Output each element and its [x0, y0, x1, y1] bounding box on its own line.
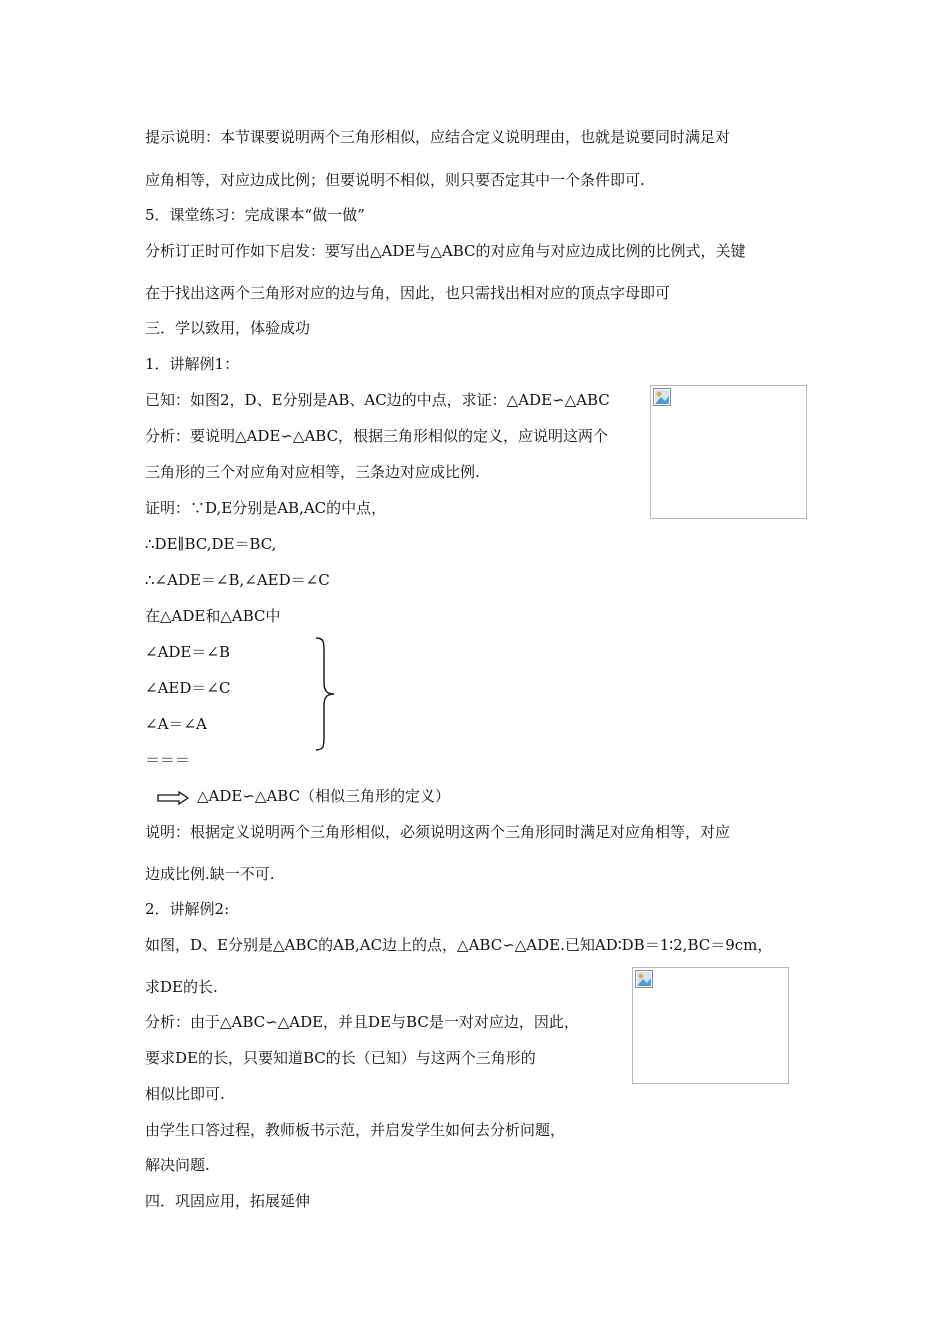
- section-heading-4: 四．巩固应用，拓展延伸: [145, 1192, 311, 1210]
- proof-line-4: 在△ADE和△ABC中: [145, 607, 281, 625]
- text-line-analysis-1: 分析订正时可作如下启发：要写出△ADE与△ABC的对应角与对应边成比例的比例式，关键: [145, 242, 746, 260]
- section-heading-3: 三．学以致用，体验成功: [145, 319, 311, 337]
- proof-line-1: 证明：∵D,E分别是AB,AC的中点，: [145, 499, 387, 517]
- proof-angle-1: ∠ADE＝∠B: [145, 643, 230, 661]
- note-line-2: 边成比例.缺一不可.: [145, 865, 275, 883]
- text-line-hint-1: 提示说明：本节课要说明两个三角形相似，应结合定义说明理由，也就是说要同时满足对: [145, 128, 731, 146]
- example-2-analysis-2: 要求DE的长，只要知道BC的长（已知）与这两个三角形的: [145, 1049, 536, 1067]
- example-1-heading: 1．讲解例1：: [145, 355, 240, 373]
- figure-2-image: [650, 385, 807, 519]
- example-1-analysis-2: 三角形的三个对应角对应相等，三条边对应成比例.: [145, 463, 480, 481]
- proof-conclusion: △ADE∽△ABC（相似三角形的定义）: [197, 787, 451, 805]
- text-line-analysis-2: 在于找出这两个三角形对应的边与角，因此，也只需找出相对应的顶点字母即可: [145, 284, 671, 302]
- example-2-teaching-2: 解决问题.: [145, 1156, 210, 1174]
- right-brace-icon: [314, 636, 336, 752]
- text-line-hint-2: 应角相等，对应边成比例；但要说明不相似，则只要否定其中一个条件即可.: [145, 171, 645, 189]
- example-1-analysis-1: 分析：要说明△ADE∽△ABC，根据三角形相似的定义，应说明这两个: [145, 427, 609, 445]
- double-arrow-right-icon: [157, 791, 189, 805]
- proof-angle-3: ∠A＝∠A: [145, 715, 207, 733]
- example-2-heading: 2．讲解例2:: [145, 900, 230, 918]
- example-2-problem-2: 求DE的长.: [145, 978, 218, 996]
- example-2-problem-1: 如图，D、E分别是△ABC的AB,AC边上的点，△ABC∽△ADE.已知AD∶DB＝1∶2,BC＝9cm，: [145, 936, 773, 954]
- example-2-teaching-1: 由学生口答过程，教师板书示范，并启发学生如何去分析问题，: [145, 1121, 566, 1139]
- figure-example-2-image: [632, 967, 789, 1084]
- broken-image-icon: [653, 388, 671, 406]
- proof-equals: ＝＝＝: [145, 751, 191, 769]
- proof-line-3: ∴∠ADE＝∠B,∠AED＝∠C: [145, 571, 330, 589]
- example-2-analysis-1: 分析：由于△ABC∽△ADE，并且DE与BC是一对对应边，因此，: [145, 1013, 579, 1031]
- proof-angle-2: ∠AED＝∠C: [145, 679, 231, 697]
- note-line-1: 说明：根据定义说明两个三角形相似，必须说明这两个三角形同时满足对应角相等，对应: [145, 823, 731, 841]
- text-line-practice: 5．课堂练习：完成课本“做一做”: [145, 206, 365, 224]
- example-1-given: 已知：如图2，D、E分别是AB、AC边的中点，求证：△ADE∽△ABC: [145, 391, 610, 409]
- proof-line-2: ∴DE∥BC,DE＝BC,: [145, 535, 277, 553]
- broken-image-icon: [635, 970, 653, 988]
- example-2-analysis-3: 相似比即可.: [145, 1085, 225, 1103]
